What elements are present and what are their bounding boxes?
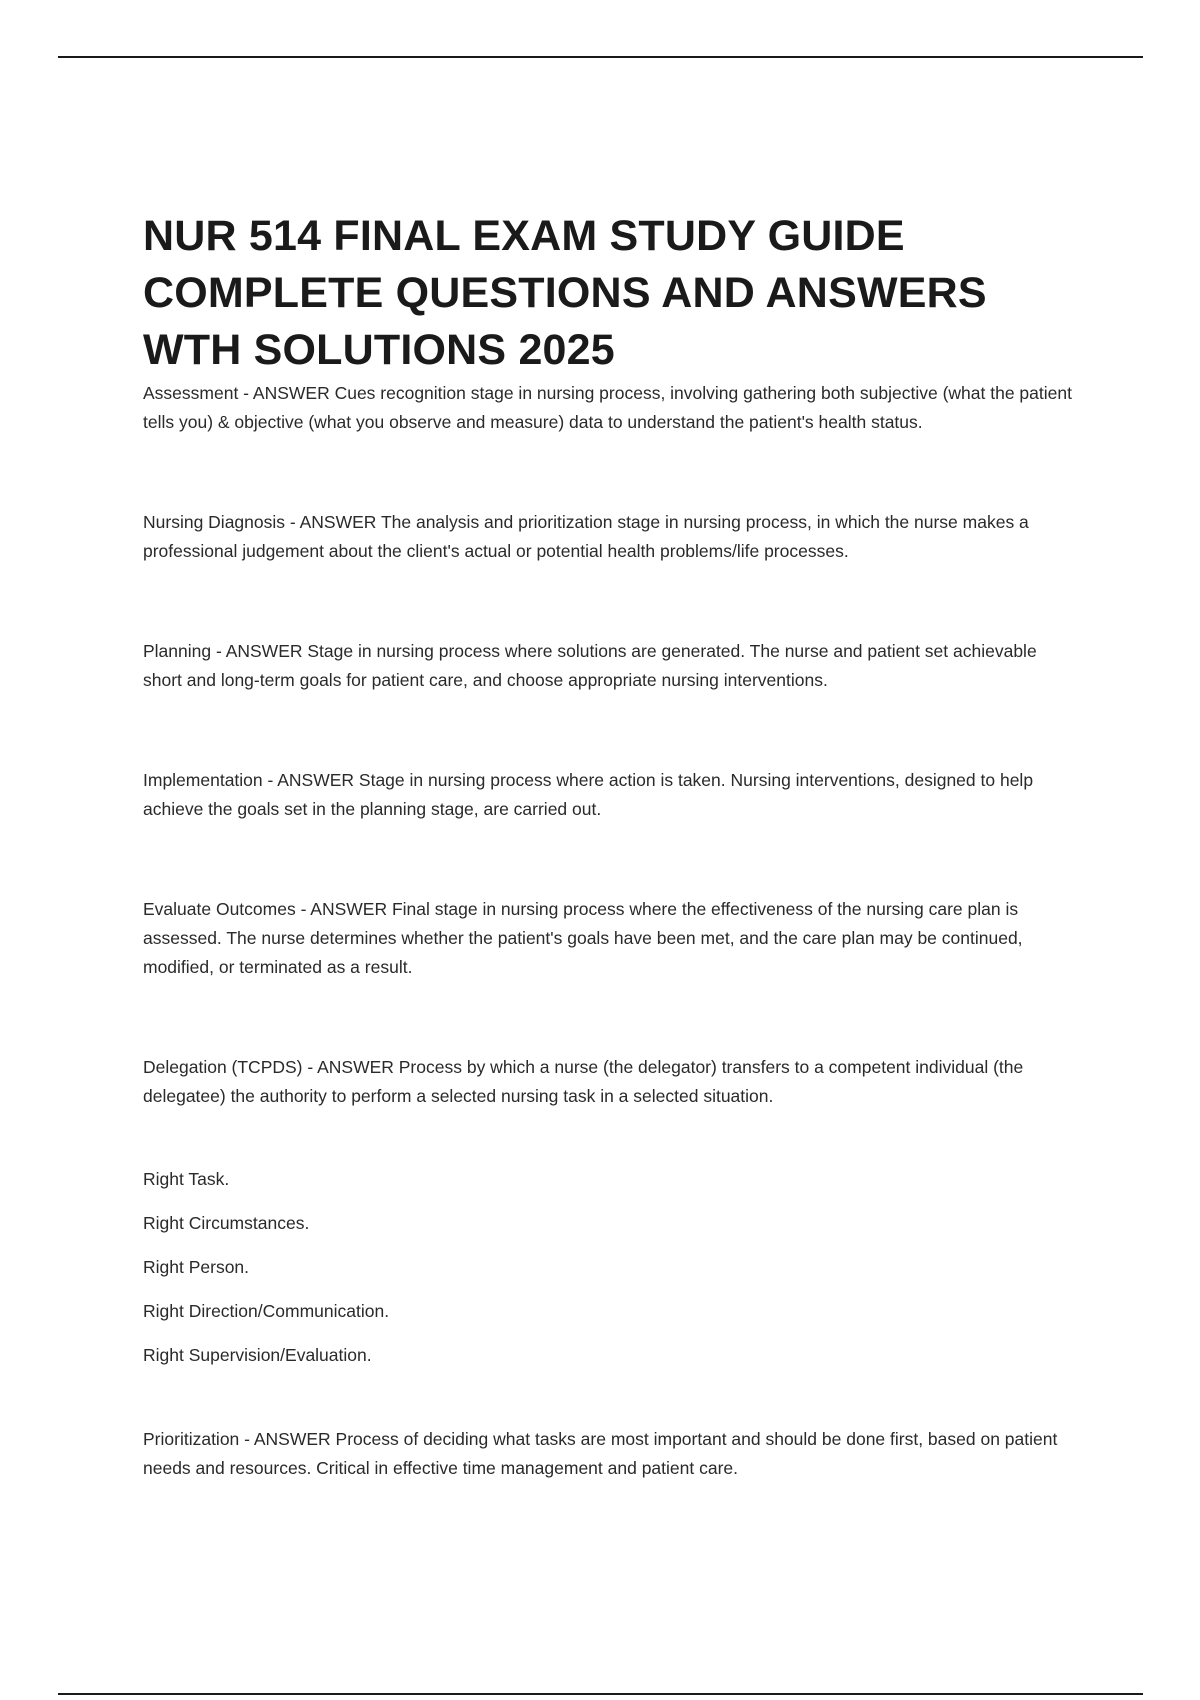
top-rule (58, 56, 1143, 58)
document-body (143, 208, 1078, 1483)
list-item: Right Person. (143, 1257, 250, 1277)
entry-nursing-diagnosis: Nursing Diagnosis - ANSWER The analysis and prioritization stage in nursing process, in which the nurse makes a professional judgement about the client's actual or potential health problems/life processes. (143, 512, 1029, 561)
title-line: NUR 514 FINAL EXAM STUDY GUIDE (143, 212, 905, 260)
entry-planning: Planning - ANSWER Stage in nursing process where solutions are generated. The nurse and patient set achievable short and long-term goals for patient care, and choose appropriate nursing interventions. (143, 641, 1037, 690)
entry-assessment: Assessment - ANSWER Cues recognition stage in nursing process, involving gathering both subjective (what the patient tells you) & objective (what you observe and measure) data to understand the patient's health status. (143, 383, 1072, 432)
document-title (143, 208, 1078, 379)
list-item: Right Direction/Communication. (143, 1301, 390, 1321)
bottom-rule (58, 1693, 1143, 1695)
title-line: WTH SOLUTIONS 2025 (143, 326, 615, 374)
title-line: COMPLETE QUESTIONS AND ANSWERS (143, 269, 987, 317)
entry-evaluate-outcomes: Evaluate Outcomes - ANSWER Final stage in nursing process where the effectiveness of the nursing care plan is assessed. The nurse determines whether the patient's goals have been met, and the care plan may be continued, modified, or terminated as a result. (143, 899, 1023, 977)
list-item: Right Supervision/Evaluation. (143, 1345, 372, 1365)
list-item: Right Circumstances. (143, 1213, 310, 1233)
delegation-rights-list (143, 1169, 1078, 1366)
entry-implementation: Implementation - ANSWER Stage in nursing process where action is taken. Nursing interventions, designed to help achieve the goals set in the planning stage, are carried out. (143, 770, 1034, 819)
entry-delegation: Delegation (TCPDS) - ANSWER Process by which a nurse (the delegator) transfers to a competent individual (the delegatee) the authority to perform a selected nursing task in a selected situation. (143, 1057, 1024, 1106)
entry-prioritization: Prioritization - ANSWER Process of deciding what tasks are most important and should be done first, based on patient needs and resources. Critical in effective time management and patient care. (143, 1429, 1058, 1478)
list-item: Right Task. (143, 1169, 230, 1189)
